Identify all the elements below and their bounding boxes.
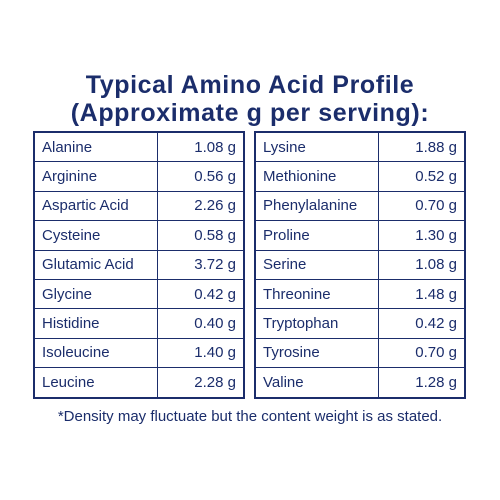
amino-acid-amount: 0.56 g (158, 162, 245, 191)
amino-acid-name: Histidine (34, 309, 158, 338)
amino-acid-name: Threonine (255, 279, 379, 308)
amino-acid-amount: 1.48 g (379, 279, 466, 308)
table-row (255, 162, 465, 191)
amino-acid-amount: 1.30 g (379, 221, 466, 250)
amino-acid-amount: 0.40 g (158, 309, 245, 338)
amino-acid-name: Cysteine (34, 221, 158, 250)
amino-acid-amount: 1.28 g (379, 368, 466, 398)
amino-acid-name: Arginine (34, 162, 158, 191)
table-row (255, 279, 465, 308)
amino-acid-amount: 1.88 g (379, 132, 466, 162)
table-row (255, 309, 465, 338)
table-row (255, 221, 465, 250)
amino-acid-name: Serine (255, 250, 379, 279)
amino-acid-name: Glutamic Acid (34, 250, 158, 279)
amino-acid-name: Glycine (34, 279, 158, 308)
table-row (34, 132, 244, 162)
amino-acid-amount: 0.42 g (379, 309, 466, 338)
amino-acid-amount: 0.58 g (158, 221, 245, 250)
profile-subtitle: (Approximate g per serving): (70, 99, 430, 127)
amino-acid-name: Tyrosine (255, 338, 379, 367)
amino-acid-amount: 0.70 g (379, 191, 466, 220)
table-row (34, 221, 244, 250)
amino-acid-table-right (254, 131, 466, 399)
amino-acid-name: Tryptophan (255, 309, 379, 338)
table-row (255, 368, 465, 398)
amino-acid-table-left (33, 131, 245, 399)
profile-title: Typical Amino Acid Profile (85, 71, 415, 99)
amino-acid-amount: 1.40 g (158, 338, 245, 367)
amino-acid-amount: 2.26 g (158, 191, 245, 220)
amino-acid-amount: 2.28 g (158, 368, 245, 398)
amino-acid-name: Lysine (255, 132, 379, 162)
table-row (255, 191, 465, 220)
table-row (34, 279, 244, 308)
amino-acid-name: Isoleucine (34, 338, 158, 367)
amino-acid-name: Leucine (34, 368, 158, 398)
amino-acid-name: Proline (255, 221, 379, 250)
amino-acid-amount: 0.52 g (379, 162, 466, 191)
table-row (34, 191, 244, 220)
amino-acid-amount: 3.72 g (158, 250, 245, 279)
table-row (34, 338, 244, 367)
amino-acid-amount: 0.42 g (158, 279, 245, 308)
table-row (255, 250, 465, 279)
table-row (34, 250, 244, 279)
table-row (34, 162, 244, 191)
amino-acid-name: Methionine (255, 162, 379, 191)
amino-acid-amount: 1.08 g (379, 250, 466, 279)
amino-acid-name: Aspartic Acid (34, 191, 158, 220)
table-row (34, 368, 244, 398)
amino-acid-amount: 0.70 g (379, 338, 466, 367)
amino-acid-name: Valine (255, 368, 379, 398)
table-row (255, 338, 465, 367)
amino-acid-name: Alanine (34, 132, 158, 162)
amino-acid-name: Phenylalanine (255, 191, 379, 220)
table-row (255, 132, 465, 162)
density-footnote: *Density may fluctuate but the content weight is as stated. (57, 408, 443, 425)
table-row (34, 309, 244, 338)
amino-acid-amount: 1.08 g (158, 132, 245, 162)
